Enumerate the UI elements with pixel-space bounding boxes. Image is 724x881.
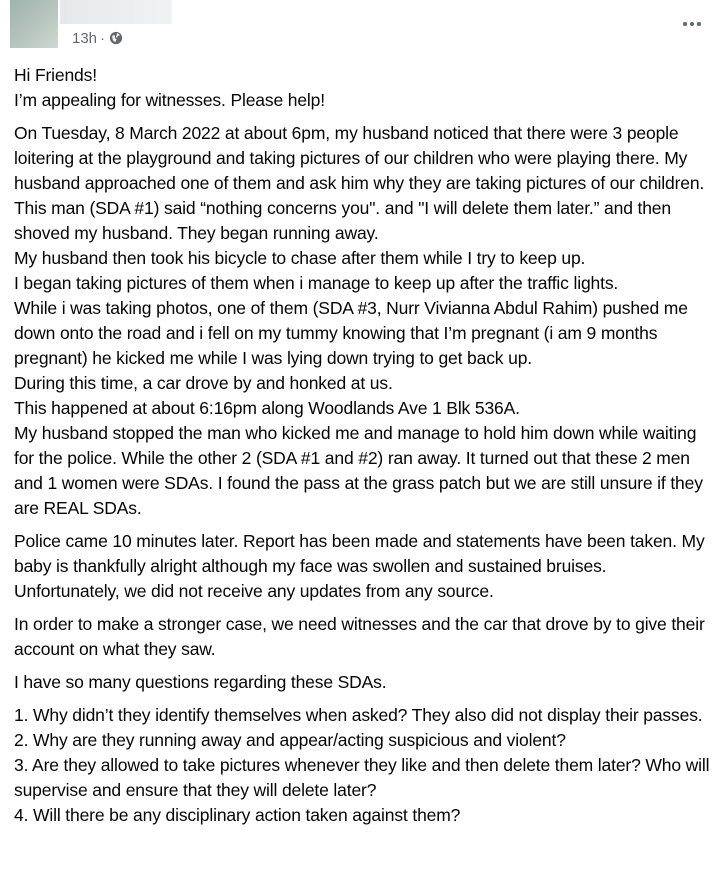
post-paragraph-questions-intro: I have so many questions regarding these SDAs. (14, 672, 387, 692)
post-header (0, 0, 724, 58)
post-paragraph-police: Police came 10 minutes later. Report has been made and statements have been taken. My baby is thankfully alright although my face was swollen and sustained bruises. Unfortunately, we did not receive any updates from any source. (14, 531, 705, 601)
post-timestamp[interactable]: 13h (72, 29, 98, 47)
globe-icon[interactable] (109, 31, 123, 45)
more-dot (683, 22, 687, 26)
post-paragraph-questions-list: 1. Why didn’t they identify themselves when asked? They also did not display their passes. 2. Why are they running away and appear/acting suspicious and violent? 3. Are they allowed to take pictures whenever they like and then delete them later? Who will supervise and ensure that they will delete later? 4. Will there be any disciplinary action taken against them? (14, 705, 710, 825)
post-paragraph-incident: On Tuesday, 8 March 2022 at about 6pm, my husband noticed that there were 3 people loitering at the playground and taking pictures of our children who were playing there. My husband approached one of them and ask him why they are taking pictures of our children. This man (SDA #1) said “nothing concerns you". and "I will delete them later.” and then shoved my husband. They began running away. My husband then took his bicycle to chase after them while I try to keep up. I began taking pictures of them when i manage to keep up after the traffic lights. While i was taking photos, one of them (SDA #3, Nurr Vivianna Abdul Rahim) pushed me down onto the road and i fell on my tummy knowing that I’m pregnant (i am 9 months pregnant) he kicked me while I was lying down trying to get back up. During this time, a car drove by and honked at us. This happened at about 6:16pm along Woodlands Ave 1 Blk 536A. My husband stopped the man who kicked me and manage to hold him down while waiting for the police. While the other 2 (SDA #1 and #2) ran away. It turned out that these 2 men and 1 women were SDAs. I found the pass at the grass patch but we are still unsure if they are REAL SDAs. (14, 123, 705, 518)
post-paragraph-witness-appeal: In order to make a stronger case, we need witnesses and the car that drove by to give their account on what they saw. (14, 614, 705, 659)
more-options-icon[interactable] (678, 14, 706, 34)
author-name-redacted[interactable] (60, 0, 172, 24)
post-paragraph-greeting: Hi Friends! I’m appealing for witnesses. Please help! (14, 65, 325, 110)
more-dot (697, 22, 701, 26)
meta-separator: · (100, 29, 106, 47)
more-dot (690, 22, 694, 26)
post-meta (72, 28, 123, 48)
avatar[interactable] (10, 0, 58, 48)
post-body (14, 63, 714, 836)
